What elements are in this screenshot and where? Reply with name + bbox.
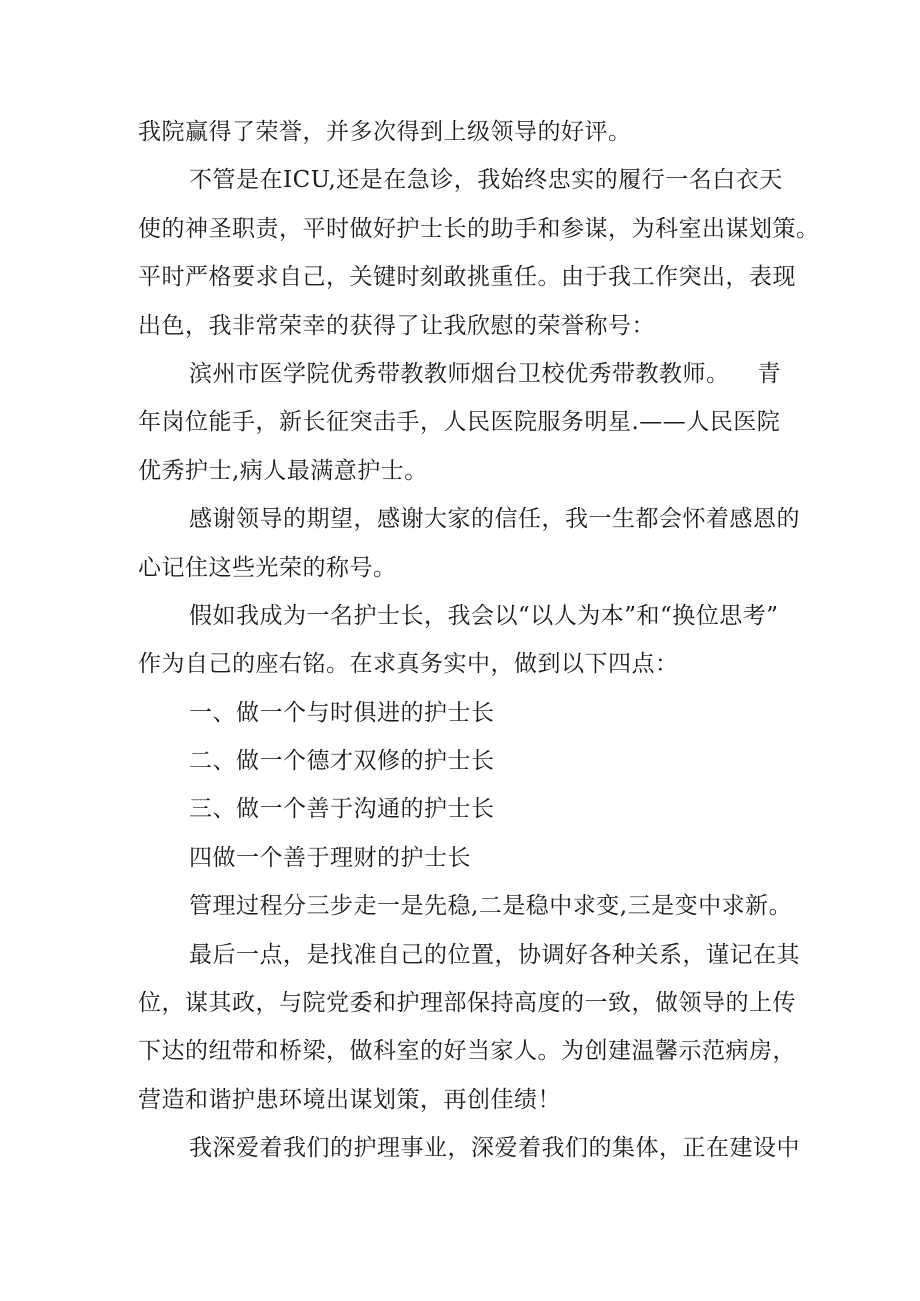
text-line: 我院赢得了荣誉，并多次得到上级领导的好评。 [138,119,632,145]
text-line: 管理过程分三步走一是先稳,二是稳中求变,三是变中求新。 [189,893,793,920]
document-body [138,108,820,1173]
text-line: 心记住这些光荣的称号。 [138,554,397,581]
text-segment: 滨州市医学院优秀带教教师烟台卫校优秀带教教师。 [189,360,730,387]
text-line: 最后一点，是找准自己的位置，协调好各种关系，谨记在其 [189,941,800,968]
text-line: 假如我成为一名护士长，我会以“以人为本”和“换位思考” [189,602,779,629]
text-line: 营造和谐护患环境出谋划策，再创佳绩！ [138,1086,561,1113]
text-line: 感谢领导的期望，感谢大家的信任，我一生都会怀着感恩的 [189,506,800,533]
list-item: 三、做一个善于沟通的护士长 [189,796,495,823]
list-item: 四做一个善于理财的护士长 [189,844,471,871]
text-segment: 青 [757,360,781,387]
text-line: 平时严格要求自己，关键时刻敢挑重任。由于我工作突出，表现 [138,264,796,291]
list-item: 二、做一个德才双修的护士长 [189,748,495,775]
text-line: 我深爱着我们的护理事业，深爱着我们的集体，正在建设中 [189,1135,800,1162]
text-line: 不管是在ICU,还是在急诊，我始终忠实的履行一名白衣天 [189,167,783,194]
text-line: 出色，我非常荣幸的获得了让我欣慰的荣誉称号： [138,312,655,339]
text-line: 作为自己的座右铭。在求真务实中，做到以下四点： [138,651,679,678]
text-line: 年岗位能手，新长征突击手，人民医院服务明星.——人民医院 [138,409,781,436]
list-item: 一、做一个与时俱进的护士长 [189,699,495,726]
text-line: 下达的纽带和桥梁，做科室的好当家人。为创建温馨示范病房， [138,1038,796,1065]
text-line: 优秀护士,病人最满意护士。 [138,457,428,484]
text-line: 使的神圣职责，平时做好护士长的助手和参谋，为科室出谋划策。 [138,215,820,242]
text-line [138,350,788,398]
text-line: 位，谋其政，与院党委和护理部保持高度的一致，做领导的上传 [138,990,796,1017]
